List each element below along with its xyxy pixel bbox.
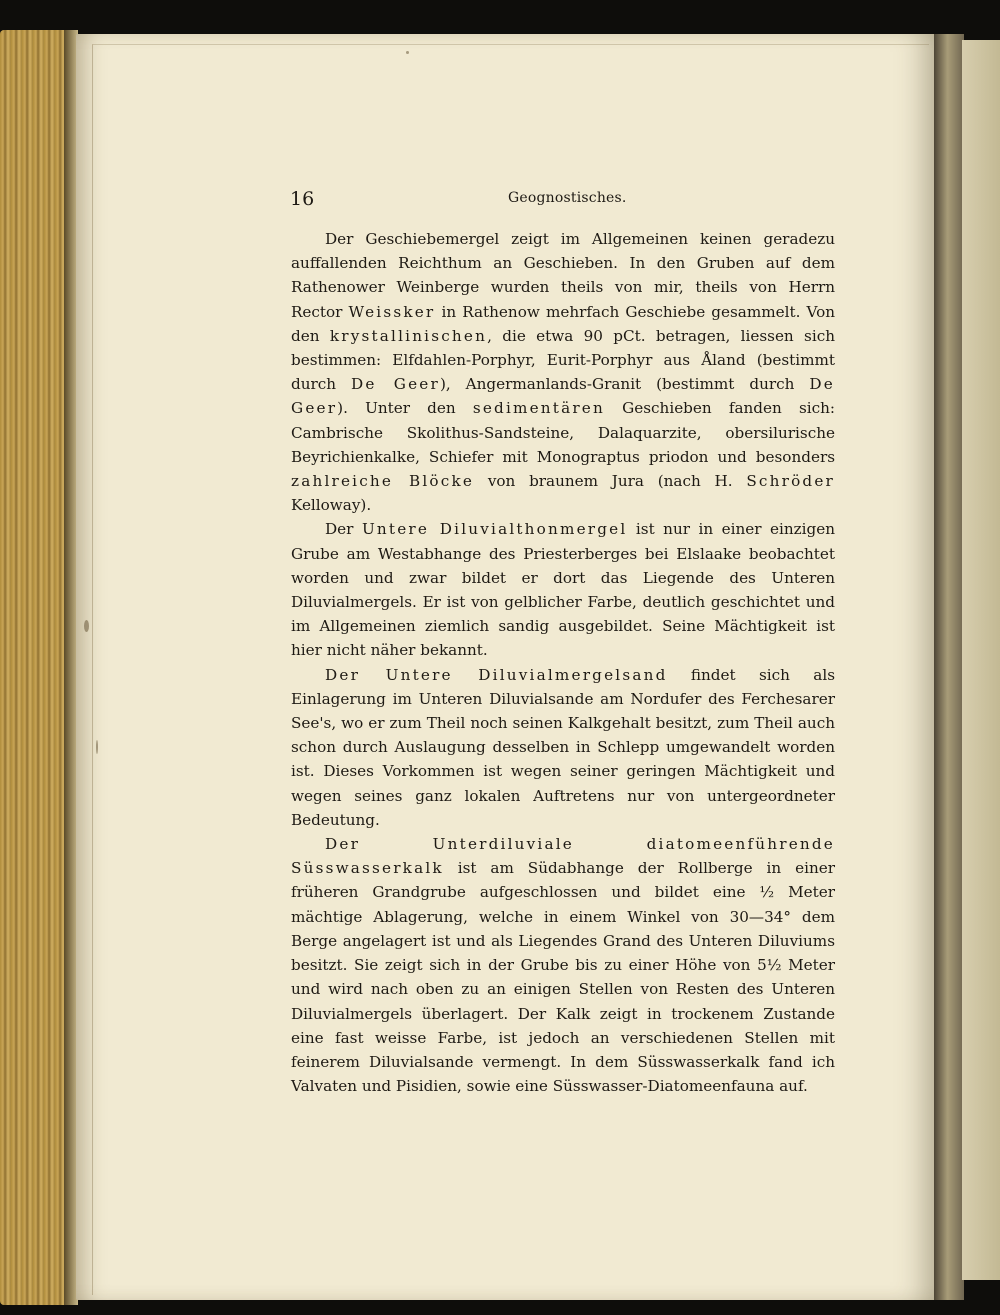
spaced-name: De Geer: [291, 375, 835, 418]
spaced-name: Schröder: [746, 472, 835, 491]
spaced-term: Der Untere Diluvialmergelsand: [325, 665, 668, 684]
spaced-term: zahlreiche Blöcke: [291, 472, 475, 491]
spaced-term: Der Unterdiluviale diatomeenführende Süsswasserkalk: [291, 835, 835, 878]
paragraph-geschiebemergel: Der Geschiebemergel zeigt im Allgemeinen keinen geradezu auffallenden Reichthum an Geschieben. In den Gruben auf dem Rathenower Weinberge wurden theils von mir, theils von Herrn Rector Weissker in Rathenow mehrfach Geschiebe gesammelt. Von den krystallinischen, die etwa 90 pCt. betragen, liessen sich bestimmen: Elfdahlen-Porphyr, Eurit-Porphyr aus Åland (bestimmt durch De Geer), Angermanlands-Granit (bestimmt durch De Geer). Unter den sedimentären Geschieben fanden sich: Cambrische Skolithus-Sandsteine, Dalaquarzite, obersilurische Beyrichienkalke, Schiefer mit Monograptus priodon und besonders zahlreiche Blöcke von braunem Jura (nach H. Schröder Kelloway).: [291, 230, 835, 515]
spaced-term: krystallinischen: [329, 326, 488, 345]
running-head: [290, 188, 835, 214]
spaced-name: De Geer: [351, 375, 440, 394]
book-page-edges: [0, 30, 78, 1305]
body-text: [291, 227, 835, 1098]
paper-spot: [96, 740, 98, 754]
spaced-term: sedimentären: [472, 399, 605, 418]
paper-spot: [84, 620, 89, 632]
facing-page-edge: [962, 40, 1000, 1280]
book-gutter: [934, 34, 964, 1300]
spaced-name: Weissker: [348, 302, 436, 321]
paragraph-suesswasserkalk: Der Unterdiluviale diatomeenführende Süsswasserkalk ist am Südabhange der Rollberge in einer früheren Grandgrube aufgeschlossen und bildet eine ½ Meter mächtige Ablagerung, welche in einem Winkel von 30—34° dem Berge angelagert ist und als Liegendes Grand des Unteren Diluviums besitzt. Sie zeigt sich in der Grube bis zu einer Höhe von 5½ Meter und wird nach oben zu an einigen Stellen von Resten des Unteren Diluvialmergels überlagert. Der Kalk zeigt in trockenem Zustande eine fast weisse Farbe, ist jedoch an verschiedenen Stellen mit feinerem Diluvialsande vermengt. In dem Süsswasserkalk fand ich Valvaten und Pisidien, sowie eine Süsswasser-Diatomeenfauna auf.: [291, 835, 835, 1096]
page-number: 16: [290, 188, 315, 210]
paragraph-diluvialmergelsand: Der Untere Diluvialmergelsand findet sich als Einlagerung im Unteren Diluvialsande am Nordufer des Ferchesarer See's, wo er zum Theil noch seinen Kalkgehalt besitzt, zum Theil auch schon durch Auslaugung desselben in Schlepp umgewandelt worden ist. Dieses Vorkommen ist wegen seiner geringen Mächtigkeit und wegen seines ganz lokalen Auftretens nur von untergeordneter Bedeutung.: [291, 665, 835, 829]
running-title: Geognostisches.: [508, 190, 627, 206]
paper-spot: [406, 51, 409, 54]
paragraph-diluvialthonmergel: Der Untere Diluvialthonmergel ist nur in einer einzigen Grube am Westabhange des Priesterberges bei Elslaake beobachtet worden und zwar bildet er dort das Liegende des Unteren Diluvialmergels. Er ist von gelblicher Farbe, deutlich geschichtet und im Allgemeinen ziemlich sandig ausgebildet. Seine Mächtigkeit ist hier nicht näher bekannt.: [291, 520, 835, 660]
spaced-term: Untere Diluvialthonmergel: [361, 520, 628, 539]
